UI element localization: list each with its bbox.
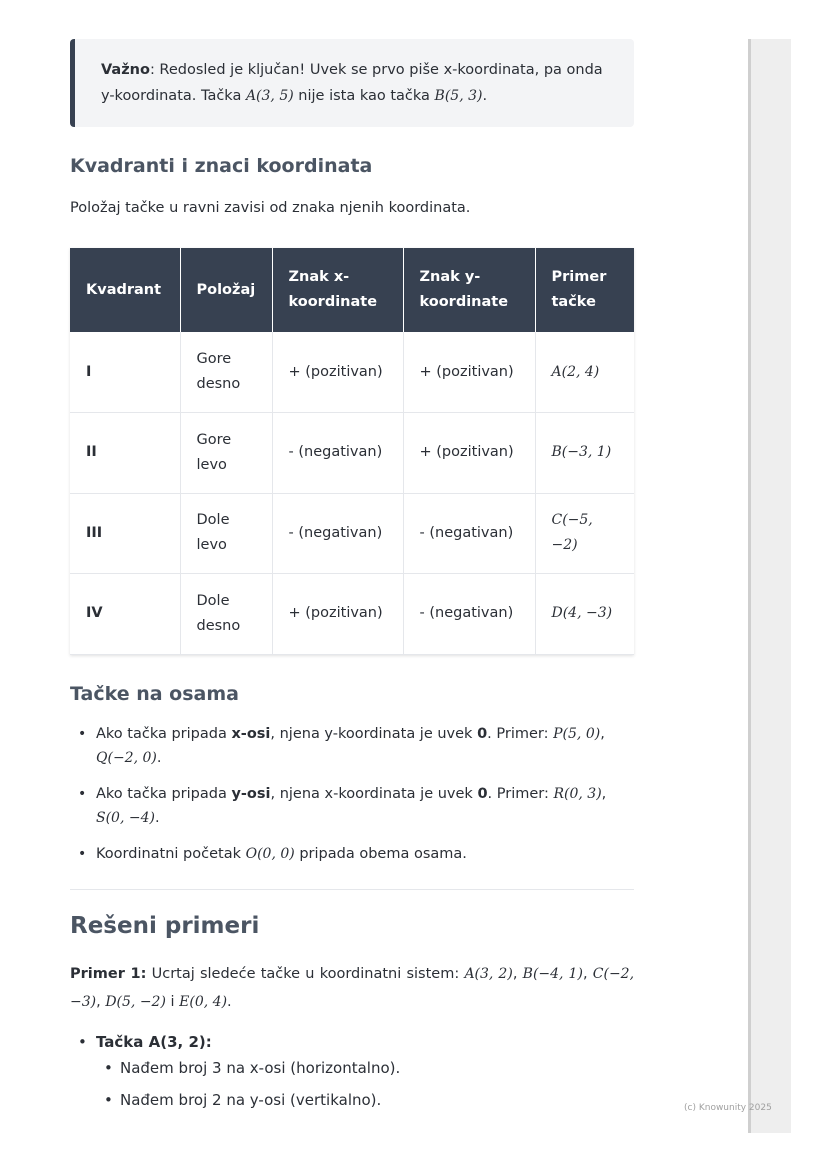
callout-point-a: A(3, 5) — [245, 88, 294, 104]
quadrants-intro: Položaj tačke u ravni zavisi od znaka njenih koordinata. — [70, 200, 471, 216]
callout-text-3: . — [482, 88, 488, 104]
header-primer: Primer tačke — [535, 248, 634, 332]
cell-znak-x: + (pozitivan) — [272, 332, 403, 413]
cell-kvadrant: I — [70, 332, 180, 413]
list-item — [70, 1030, 634, 1113]
callout-text-1: : Redosled je ključan! Uvek se prvo piše x-koordinata, pa onda y-koordinata. Tačka — [101, 62, 603, 104]
item-zero: 0 — [477, 786, 488, 802]
list-item: • Nađem broj 2 na y-osi (vertikalno). — [96, 1088, 634, 1113]
item-text: Ako tačka pripada — [96, 726, 232, 742]
item-text: Ako tačka pripada — [96, 786, 232, 802]
cell-znak-y: - (negativan) — [403, 493, 535, 574]
list-item — [70, 722, 634, 770]
header-polozaj: Položaj — [180, 248, 272, 332]
item-point: R(0, 3) — [553, 786, 602, 802]
table-row — [70, 413, 634, 494]
cell-primer: A(2, 4) — [535, 332, 634, 413]
cell-znak-x: + (pozitivan) — [272, 574, 403, 655]
cell-polozaj: Gore desno — [180, 332, 272, 413]
table-row — [70, 493, 634, 574]
item-zero: 0 — [477, 726, 488, 742]
cell-kvadrant: IV — [70, 574, 180, 655]
callout-text-2: nije ista kao tačka — [293, 88, 435, 104]
example-label: Primer 1: — [70, 966, 147, 982]
header-znak-x: Znak x-koordinate — [272, 248, 403, 332]
cell-primer: C(−5, −2) — [535, 493, 634, 574]
copyright-text: (c) Knowunity 2025 — [684, 1103, 772, 1113]
cell-znak-y: + (pozitivan) — [403, 332, 535, 413]
example-point: D(5, −2) — [105, 994, 166, 1010]
example-point: C(−2, −3) — [70, 966, 635, 1010]
examples-heading: Rešeni primeri — [70, 913, 260, 939]
cell-primer: B(−3, 1) — [535, 413, 634, 494]
axes-list — [70, 722, 634, 866]
item-end: . — [154, 810, 160, 826]
scroll-sidebar — [748, 39, 791, 1133]
item-sep: , — [601, 786, 607, 802]
cell-znak-y: + (pozitivan) — [403, 413, 535, 494]
sentence-end: . — [227, 994, 232, 1010]
cell-primer: D(4, −3) — [535, 574, 634, 655]
quadrants-table — [70, 248, 634, 655]
point-separator: i — [165, 994, 180, 1010]
cell-znak-x: - (negativan) — [272, 493, 403, 574]
cell-polozaj: Dole levo — [180, 493, 272, 574]
point-separator: , — [512, 966, 523, 982]
item-bold: y-osi — [231, 786, 271, 802]
table-header-row — [70, 248, 634, 332]
callout-point-b: B(5, 3) — [434, 88, 483, 104]
step-heading: Tačka A(3, 2): — [96, 1033, 212, 1051]
cell-polozaj: Gore levo — [180, 413, 272, 494]
axes-heading: Tačke na osama — [70, 683, 239, 705]
item-end: . — [156, 750, 162, 766]
example-point: A(3, 2) — [464, 966, 513, 982]
item-text: pripada obema osama. — [294, 846, 467, 862]
list-item: • Nađem broj 3 na x-osi (horizontalno). — [96, 1056, 634, 1081]
item-sep: , — [600, 726, 605, 742]
cell-kvadrant: III — [70, 493, 180, 574]
item-point: Q(−2, 0) — [96, 750, 157, 766]
example-steps-list — [70, 1030, 634, 1120]
item-text: . Primer: — [487, 726, 554, 742]
cell-kvadrant: II — [70, 413, 180, 494]
item-text: , njena x-koordinata je uvek — [270, 786, 478, 802]
section-divider — [70, 889, 634, 890]
example-1-text — [70, 960, 634, 1016]
example-point: E(0, 4) — [179, 994, 228, 1010]
item-point: O(0, 0) — [245, 846, 295, 862]
list-item — [70, 842, 634, 866]
cell-znak-y: - (negativan) — [403, 574, 535, 655]
table-row — [70, 332, 634, 413]
example-instruction: Ucrtaj sledeće tačke u koordinatni sistem: — [146, 966, 465, 982]
item-point: P(5, 0) — [553, 726, 601, 742]
point-separator: , — [582, 966, 593, 982]
item-text: Koordinatni početak — [96, 846, 246, 862]
item-point: S(0, −4) — [96, 810, 155, 826]
item-text: , njena y-koordinata je uvek — [270, 726, 478, 742]
cell-polozaj: Dole desno — [180, 574, 272, 655]
cell-znak-x: - (negativan) — [272, 413, 403, 494]
important-callout — [70, 39, 634, 127]
item-text: . Primer: — [487, 786, 554, 802]
item-bold: x-osi — [231, 726, 271, 742]
callout-label: Važno — [101, 62, 150, 78]
header-znak-y: Znak y-koordinate — [403, 248, 535, 332]
point-separator: , — [96, 994, 106, 1010]
table-row — [70, 574, 634, 655]
list-item — [70, 782, 634, 830]
header-kvadrant: Kvadrant — [70, 248, 180, 332]
sub-steps-list — [96, 1056, 634, 1113]
example-point: B(−4, 1) — [522, 966, 583, 982]
quadrants-heading: Kvadranti i znaci koordinata — [70, 155, 373, 177]
